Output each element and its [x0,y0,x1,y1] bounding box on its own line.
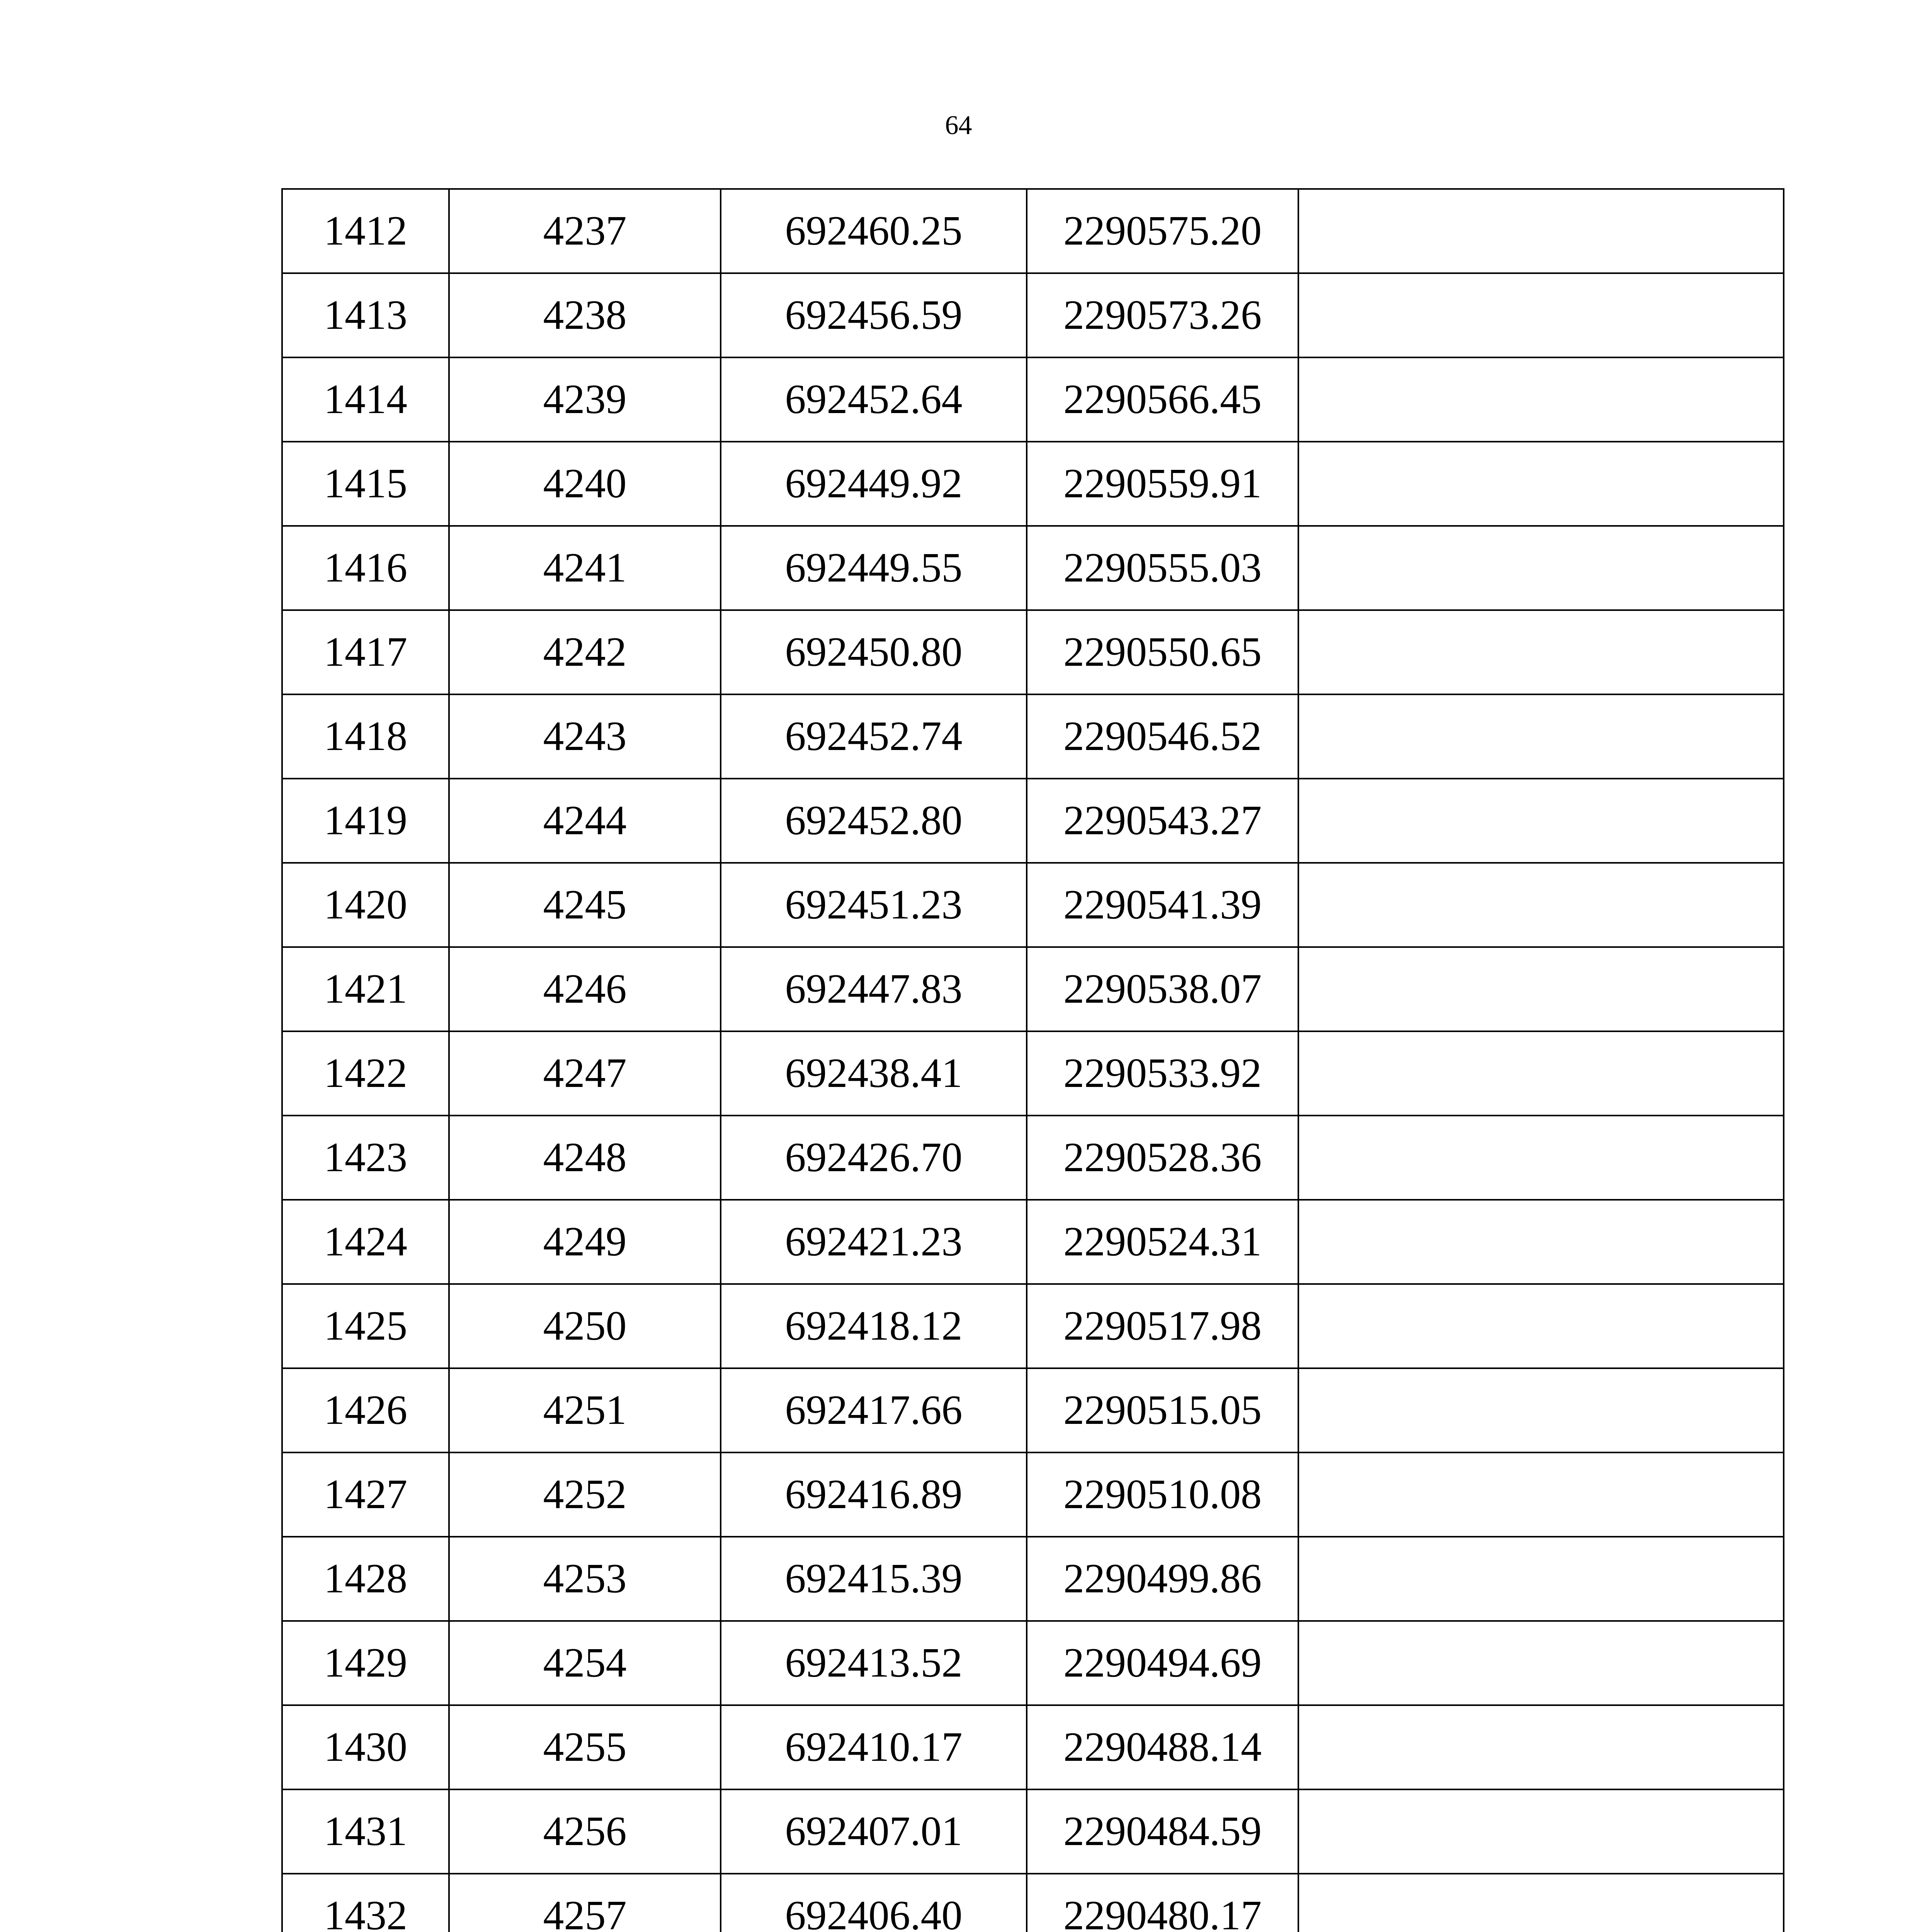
remarks-cell [1298,189,1784,273]
table-row [282,1116,1784,1200]
point-number-cell: 1422 [282,1031,449,1116]
point-number-cell: 1430 [282,1705,449,1789]
coordinate-table [281,188,1784,1932]
x-coordinate-cell: 692456.59 [721,273,1027,357]
point-number-cell: 1420 [282,863,449,947]
point-id-cell: 4246 [449,947,721,1031]
table-row [282,442,1784,526]
x-coordinate-cell: 692418.12 [721,1284,1027,1368]
remarks-cell [1298,1116,1784,1200]
point-number-cell: 1427 [282,1452,449,1537]
point-number-cell: 1421 [282,947,449,1031]
table-row [282,694,1784,779]
y-coordinate-cell: 2290484.59 [1027,1789,1298,1874]
x-coordinate-cell: 692450.80 [721,610,1027,694]
y-coordinate-cell: 2290575.20 [1027,189,1298,273]
remarks-cell [1298,1452,1784,1537]
remarks-cell [1298,357,1784,442]
point-id-cell: 4248 [449,1116,721,1200]
x-coordinate-cell: 692407.01 [721,1789,1027,1874]
table-row [282,189,1784,273]
remarks-cell [1298,1705,1784,1789]
point-id-cell: 4240 [449,442,721,526]
remarks-cell [1298,1874,1784,1932]
x-coordinate-cell: 692413.52 [721,1621,1027,1705]
point-id-cell: 4254 [449,1621,721,1705]
y-coordinate-cell: 2290538.07 [1027,947,1298,1031]
point-number-cell: 1412 [282,189,449,273]
x-coordinate-cell: 692452.74 [721,694,1027,779]
table-row [282,1368,1784,1452]
remarks-cell [1298,947,1784,1031]
y-coordinate-cell: 2290517.98 [1027,1284,1298,1368]
y-coordinate-cell: 2290480.17 [1027,1874,1298,1932]
remarks-cell [1298,526,1784,610]
x-coordinate-cell: 692417.66 [721,1368,1027,1452]
point-id-cell: 4256 [449,1789,721,1874]
point-number-cell: 1417 [282,610,449,694]
point-number-cell: 1423 [282,1116,449,1200]
remarks-cell [1298,694,1784,779]
point-id-cell: 4257 [449,1874,721,1932]
remarks-cell [1298,863,1784,947]
point-id-cell: 4251 [449,1368,721,1452]
x-coordinate-cell: 692416.89 [721,1452,1027,1537]
y-coordinate-cell: 2290543.27 [1027,779,1298,863]
point-number-cell: 1418 [282,694,449,779]
point-number-cell: 1429 [282,1621,449,1705]
point-id-cell: 4242 [449,610,721,694]
x-coordinate-cell: 692410.17 [721,1705,1027,1789]
x-coordinate-cell: 692438.41 [721,1031,1027,1116]
point-number-cell: 1432 [282,1874,449,1932]
table-row [282,947,1784,1031]
x-coordinate-cell: 692452.64 [721,357,1027,442]
y-coordinate-cell: 2290559.91 [1027,442,1298,526]
point-id-cell: 4243 [449,694,721,779]
y-coordinate-cell: 2290541.39 [1027,863,1298,947]
point-number-cell: 1426 [282,1368,449,1452]
x-coordinate-cell: 692426.70 [721,1116,1027,1200]
y-coordinate-cell: 2290573.26 [1027,273,1298,357]
point-id-cell: 4238 [449,273,721,357]
y-coordinate-cell: 2290550.65 [1027,610,1298,694]
y-coordinate-cell: 2290566.45 [1027,357,1298,442]
table-row [282,1874,1784,1932]
point-number-cell: 1414 [282,357,449,442]
table-row [282,1200,1784,1284]
point-number-cell: 1425 [282,1284,449,1368]
point-id-cell: 4252 [449,1452,721,1537]
point-id-cell: 4250 [449,1284,721,1368]
point-number-cell: 1413 [282,273,449,357]
y-coordinate-cell: 2290528.36 [1027,1116,1298,1200]
y-coordinate-cell: 2290533.92 [1027,1031,1298,1116]
table-row [282,1705,1784,1789]
y-coordinate-cell: 2290499.86 [1027,1537,1298,1621]
point-number-cell: 1431 [282,1789,449,1874]
remarks-cell [1298,1031,1784,1116]
point-id-cell: 4244 [449,779,721,863]
remarks-cell [1298,1368,1784,1452]
table-body [282,189,1784,1932]
remarks-cell [1298,1284,1784,1368]
table-row [282,1621,1784,1705]
table-row [282,779,1784,863]
point-id-cell: 4237 [449,189,721,273]
y-coordinate-cell: 2290515.05 [1027,1368,1298,1452]
point-id-cell: 4247 [449,1031,721,1116]
point-id-cell: 4255 [449,1705,721,1789]
point-id-cell: 4241 [449,526,721,610]
table-row [282,273,1784,357]
point-id-cell: 4253 [449,1537,721,1621]
page-number: 64 [945,111,972,140]
remarks-cell [1298,610,1784,694]
y-coordinate-cell: 2290524.31 [1027,1200,1298,1284]
point-number-cell: 1424 [282,1200,449,1284]
x-coordinate-cell: 692415.39 [721,1537,1027,1621]
x-coordinate-cell: 692406.40 [721,1874,1027,1932]
table-row [282,1789,1784,1874]
x-coordinate-cell: 692460.25 [721,189,1027,273]
x-coordinate-cell: 692447.83 [721,947,1027,1031]
point-id-cell: 4245 [449,863,721,947]
remarks-cell [1298,1537,1784,1621]
remarks-cell [1298,1200,1784,1284]
remarks-cell [1298,442,1784,526]
y-coordinate-cell: 2290555.03 [1027,526,1298,610]
y-coordinate-cell: 2290494.69 [1027,1621,1298,1705]
table-row [282,1452,1784,1537]
x-coordinate-cell: 692449.55 [721,526,1027,610]
point-id-cell: 4239 [449,357,721,442]
point-number-cell: 1428 [282,1537,449,1621]
point-number-cell: 1419 [282,779,449,863]
y-coordinate-cell: 2290510.08 [1027,1452,1298,1537]
y-coordinate-cell: 2290488.14 [1027,1705,1298,1789]
table-row [282,1031,1784,1116]
point-id-cell: 4249 [449,1200,721,1284]
y-coordinate-cell: 2290546.52 [1027,694,1298,779]
table-row [282,1284,1784,1368]
x-coordinate-cell: 692452.80 [721,779,1027,863]
table-row [282,526,1784,610]
point-number-cell: 1416 [282,526,449,610]
remarks-cell [1298,1789,1784,1874]
x-coordinate-cell: 692449.92 [721,442,1027,526]
x-coordinate-cell: 692421.23 [721,1200,1027,1284]
table-row [282,863,1784,947]
table-row [282,1537,1784,1621]
table-row [282,357,1784,442]
x-coordinate-cell: 692451.23 [721,863,1027,947]
remarks-cell [1298,1621,1784,1705]
remarks-cell [1298,273,1784,357]
remarks-cell [1298,779,1784,863]
point-number-cell: 1415 [282,442,449,526]
table-row [282,610,1784,694]
